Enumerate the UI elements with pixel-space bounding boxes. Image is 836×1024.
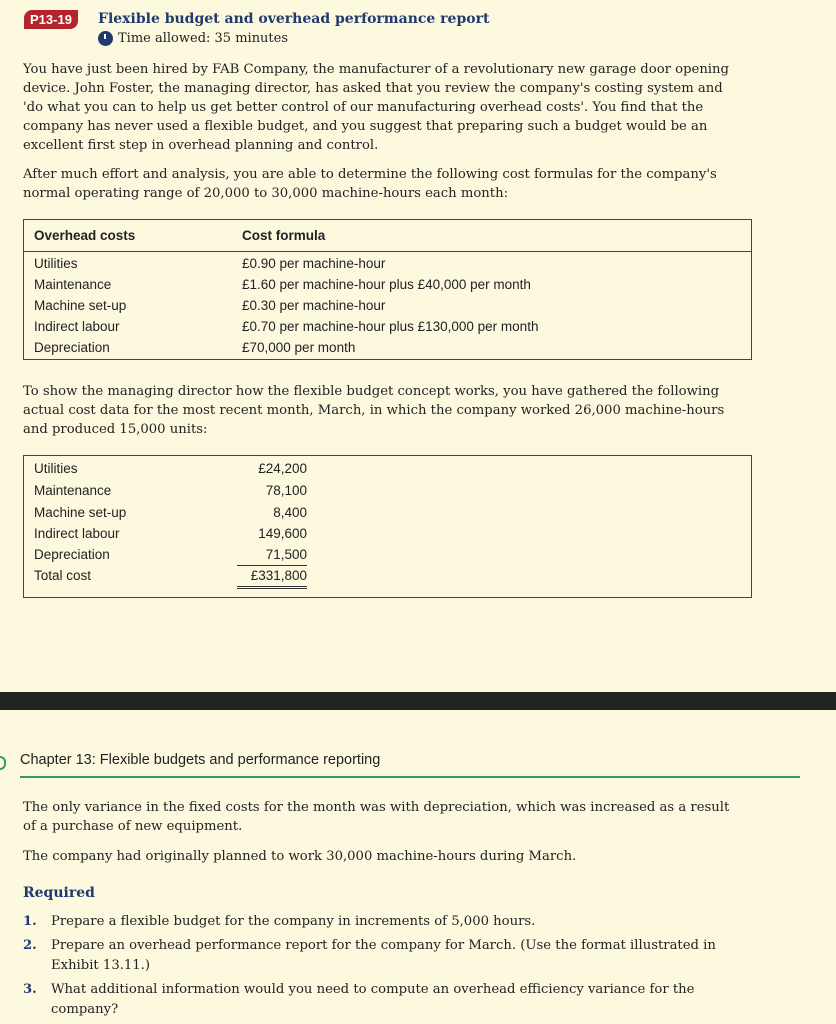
required-item [23,912,743,932]
time-allowed-text: Time allowed: 35 minutes [118,31,289,46]
formula-row-formula: £0.30 per machine-hour [242,298,386,313]
formula-row-cost: Depreciation [34,340,110,355]
required-item-number: 3. [23,982,37,997]
required-heading: Required [23,885,95,901]
cost-formula-table [23,219,752,360]
continuation-paragraph-2: The company had originally planned to work 30,000 machine-hours during March. [23,849,577,864]
actual-row-label: Maintenance [34,483,112,498]
continuation-paragraph-1: The only variance in the fixed costs for the month was with depreciation, which was increased as a result of a purchase of new equipment. [23,800,730,834]
actual-row-amount: 71,500 [237,544,307,566]
exercise-title: Flexible budget and overhead performance report [98,11,490,27]
header-cost-formula: Cost formula [242,228,326,243]
formula-row-formula: £0.90 per machine-hour [242,256,386,271]
header-overhead-costs: Overhead costs [34,228,136,243]
formula-row-formula: £70,000 per month [242,340,356,355]
actual-row-amount: 8,400 [273,505,307,520]
actual-row-label: Machine set-up [34,505,127,520]
actual-total-amount: £331,800 [237,565,307,589]
actual-row-label: Utilities [34,461,78,476]
formula-row-cost: Utilities [34,256,78,271]
actual-row-label: Indirect labour [34,526,120,541]
clock-icon [98,31,113,46]
exercise-badge: P13-19 [24,10,78,29]
intro-paragraph-1: You have just been hired by FAB Company, the manufacturer of a revolutionary new garage door opening device. John Foster, the managing director, has asked that you review the company's costing system and 'do what you can to help us get better control of our manufacturing overhead costs'. You find that the company has never used a flexible budget, and you suggest that preparing such a budget would be an excellent first step in overhead planning and control. [23,62,729,153]
cost-formula-table-header [24,220,751,252]
chapter-rule [20,776,800,778]
actual-row-amount: 149,600 [258,526,307,541]
required-item [23,980,743,1020]
required-item-text: Prepare a flexible budget for the company in increments of 5,000 hours. [51,914,536,929]
intro-paragraph-2: After much effort and analysis, you are able to determine the following cost formulas for the company's normal operating range of 20,000 to 30,000 machine-hours each month: [23,167,717,201]
required-item-text: What additional information would you need to compute an overhead efficiency variance for the company? [51,982,695,1017]
actual-cost-table [23,455,752,598]
required-item-text: Prepare an overhead performance report for the company for March. (Use the format illustrated in Exhibit 13.11.) [51,938,716,973]
formula-row-cost: Machine set-up [34,298,127,313]
page-separator [0,692,836,710]
formula-row-cost: Maintenance [34,277,112,292]
intro-paragraph-3: To show the managing director how the flexible budget concept works, you have gathered the following actual cost data for the most recent month, March, in which the company worked 26,000 machine-hours and produced 15,000 units: [23,384,725,437]
required-item-number: 1. [23,914,37,929]
formula-row-formula: £1.60 per machine-hour plus £40,000 per month [242,277,531,292]
formula-row-cost: Indirect labour [34,319,120,334]
formula-row-formula: £0.70 per machine-hour plus £130,000 per month [242,319,539,334]
actual-row-amount: 78,100 [265,483,307,498]
required-item-number: 2. [23,938,37,953]
actual-row-amount: £24,200 [258,461,307,476]
time-allowed [98,31,288,46]
required-item [23,936,743,976]
actual-row-label: Depreciation [34,547,110,562]
actual-total-label: Total cost [34,568,92,583]
chapter-heading: Chapter 13: Flexible budgets and performance reporting [20,752,381,768]
